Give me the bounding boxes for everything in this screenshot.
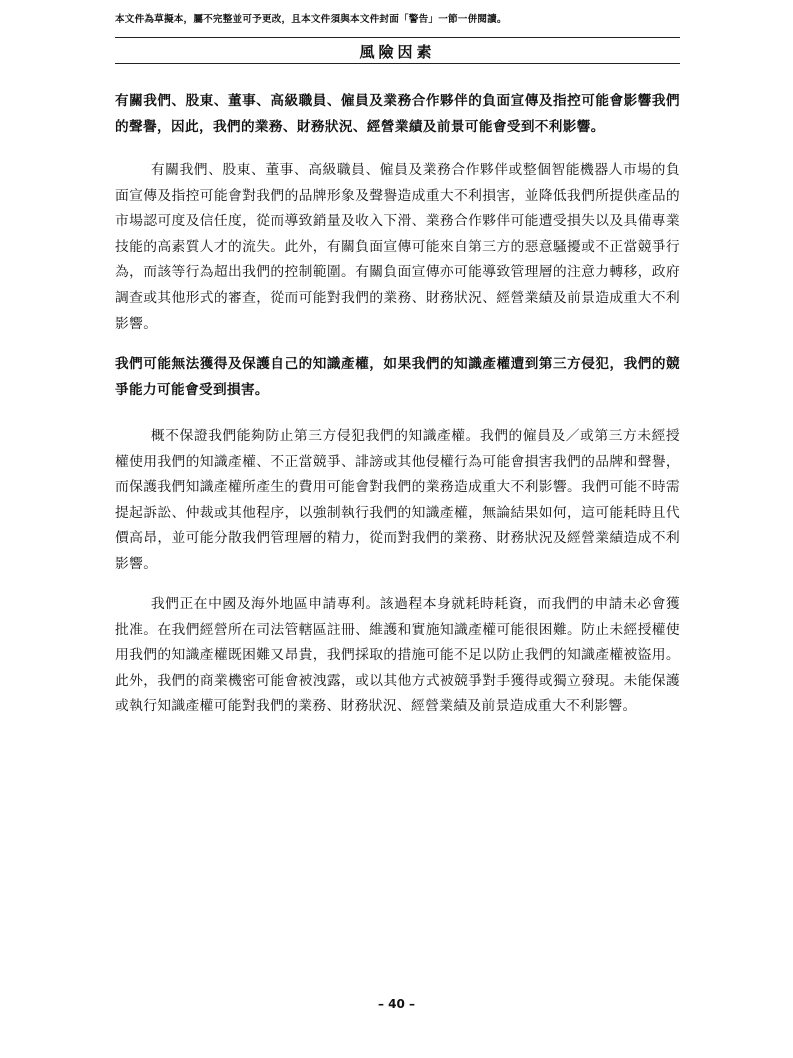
risk-heading: 我們可能無法獲得及保護自己的知識產權，如果我們的知識產權遭到第三方侵犯，我們的競爭能力可能會受到損害。 bbox=[115, 356, 680, 398]
section-title: 風險因素 bbox=[359, 43, 436, 61]
risk-heading-2 bbox=[115, 352, 680, 403]
body-paragraph: 我們正在中國及海外地區申請專利。該過程本身就耗時耗資，而我們的申請未必會獲批准。在我們經營所在司法管轄區註冊、維護和實施知識產權可能很困難。防止未經授權使用我們的知識產權既困難又昂貴，我們採取的措施可能不足以防止我們的知識產權被盜用。此外，我們的商業機密可能會被洩露，或以其他方式被競爭對手獲得或獨立發現。未能保護或執行知識產權可能對我們的業務、財務狀況、經營業績及前景造成重大不利影響。 bbox=[115, 596, 680, 715]
risk-heading-1 bbox=[115, 89, 680, 140]
title-rule bbox=[115, 63, 680, 64]
body-paragraph: 概不保證我們能夠防止第三方侵犯我們的知識產權。我們的僱員及／或第三方未經授權使用我們的知識產權、不正當競爭、誹謗或其他侵權行為可能會損害我們的品牌和聲譽，而保護我們知識產權所產生的費用可能會對我們的業務造成重大不利影響。我們可能不時需提起訴訟、仲裁或其他程序，以強制執行我們的知識產權，無論結果如何，這可能耗時且代價高昂，並可能分散我們管理層的精力，從而對我們的業務、財務狀況及經營業績造成不利影響。 bbox=[115, 428, 680, 572]
draft-disclaimer: 本文件為草擬本，屬不完整並可予更改，且本文件須與本文件封面「警告」一節一併閱讀。 bbox=[115, 14, 507, 25]
risk-paragraph-2 bbox=[115, 424, 680, 578]
body-paragraph: 有關我們、股東、董事、高級職員、僱員及業務合作夥伴或整個智能機器人市場的負面宣傳及指控可能會對我們的品牌形象及聲譽造成重大不利損害，並降低我們所提供產品的市場認可度及信任度，從而導致銷量及收入下滑、業務合作夥伴可能遭受損失以及具備專業技能的高素質人才的流失。此外，有關負面宣傳可能來自第三方的惡意騷擾或不正當競爭行為，而該等行為超出我們的控制範圍。有關負面宣傳亦可能導致管理層的注意力轉移，政府調查或其他形式的審查，從而可能對我們的業務、財務狀況、經營業績及前景造成重大不利影響。 bbox=[115, 162, 680, 332]
risk-paragraph-1 bbox=[115, 158, 680, 337]
header-rule bbox=[115, 37, 680, 38]
risk-heading: 有關我們、股東、董事、高級職員、僱員及業務合作夥伴的負面宣傳及指控可能會影響我們的聲譽，因此，我們的業務、財務狀況、經營業績及前景可能會受到不利影響。 bbox=[115, 93, 680, 135]
page-number: – 40 – bbox=[377, 997, 416, 1011]
risk-paragraph-3 bbox=[115, 592, 680, 720]
